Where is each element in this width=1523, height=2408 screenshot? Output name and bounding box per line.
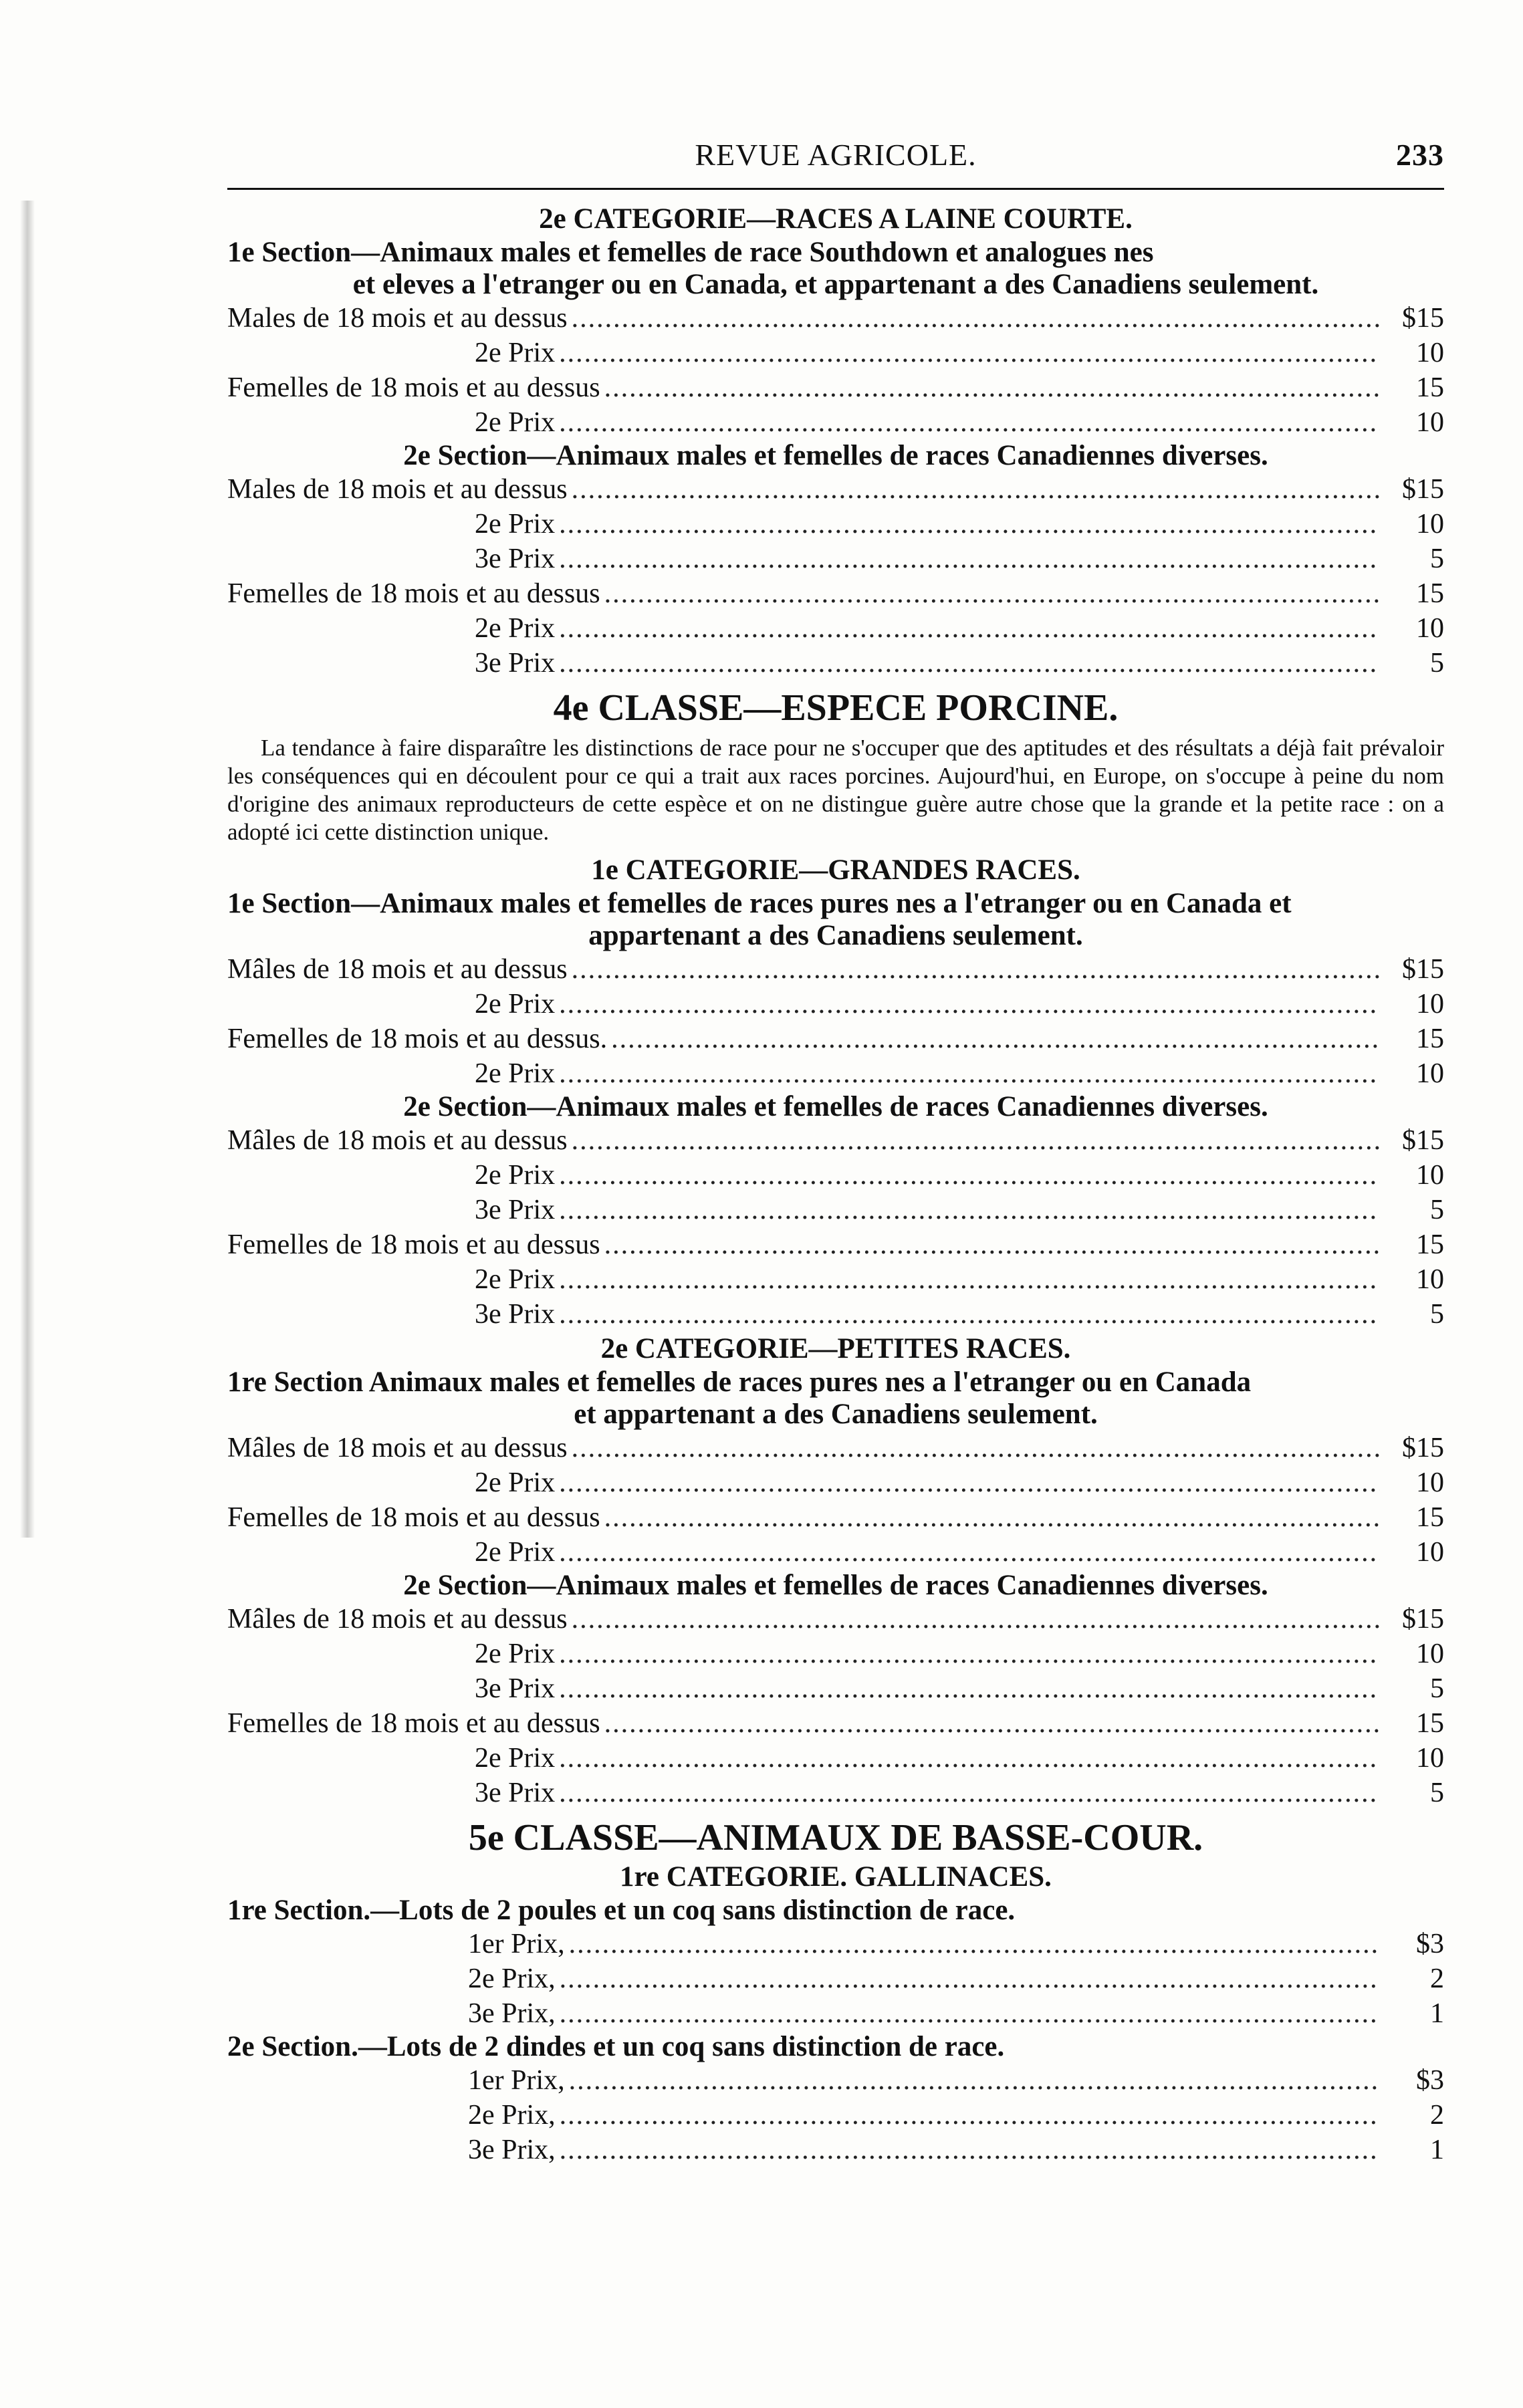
dot-leader [559, 1056, 1380, 1091]
section-heading [227, 2031, 1444, 2063]
prize-row [227, 405, 1444, 440]
prize-row [227, 1927, 1444, 1961]
dot-leader [559, 1671, 1380, 1706]
prize-row [227, 336, 1444, 370]
prize-row [227, 370, 1444, 405]
prize-row [227, 987, 1444, 1021]
prize-amount: 10 [1416, 338, 1444, 368]
prize-amount: 10 [1416, 1160, 1444, 1191]
prize-label: Mâles de 18 mois et au dessus [227, 1604, 568, 1635]
page [227, 137, 1444, 2167]
prize-label: 1er Prix, [468, 1929, 565, 1959]
dot-leader [572, 301, 1380, 336]
prize-amount: 15 [1416, 372, 1444, 403]
prize-amount: 15 [1416, 578, 1444, 609]
document-body [227, 202, 1444, 2167]
prize-amount: $15 [1402, 1433, 1444, 1463]
dot-leader [604, 1227, 1380, 1262]
section-text: 2e Section—Animaux males et femelles de races Canadiennes diverses. [403, 440, 1268, 471]
section-heading [227, 1091, 1444, 1123]
class-heading: 5e CLASSE—ANIMAUX DE BASSE-COUR. [468, 1817, 1203, 1858]
class-heading: 4e CLASSE—ESPECE PORCINE. [553, 687, 1119, 729]
prize-amount: 10 [1416, 613, 1444, 644]
prize-row [227, 1637, 1444, 1671]
prize-amount: 15 [1416, 1229, 1444, 1260]
dot-leader [559, 541, 1380, 576]
prize-amount: $15 [1402, 1125, 1444, 1156]
category-heading: 2e CATEGORIE—PETITES RACES. [600, 1333, 1071, 1364]
section-heading [227, 237, 1444, 301]
prize-row [227, 1123, 1444, 1158]
prize-label: 2e Prix, [468, 2100, 556, 2131]
prize-label: 2e Prix [475, 1743, 556, 1774]
prize-label: 2e Prix [475, 1537, 556, 1568]
prize-label: 2e Prix [475, 1264, 556, 1295]
prize-row [227, 646, 1444, 681]
dot-leader [572, 472, 1380, 507]
prize-label: Femelles de 18 mois et au dessus. [227, 1024, 608, 1054]
section-heading [227, 1570, 1444, 1602]
section-text: 2e Section—Animaux males et femelles de races Canadiennes diverses. [403, 1091, 1268, 1122]
section-heading [227, 1366, 1444, 1431]
prize-amount: $3 [1416, 2065, 1444, 2096]
prize-row [227, 1500, 1444, 1535]
prize-label: 3e Prix [475, 1195, 556, 1225]
running-head [227, 137, 1444, 184]
prize-label: Femelles de 18 mois et au dessus [227, 1229, 600, 1260]
dot-leader [560, 1961, 1380, 1996]
prize-amount: 10 [1416, 407, 1444, 438]
prize-row [227, 1706, 1444, 1741]
section-heading [227, 888, 1444, 952]
dot-leader [559, 1535, 1380, 1570]
prize-row [227, 1741, 1444, 1776]
binding-shadow [20, 201, 35, 1538]
note-paragraph: La tendance à faire disparaître les distinctions de race pour ne s'occuper que des aptitudes et des résultats a déjà fait prévaloir les conséquences qui en découlent pour ce qui a trait aux races porcines. Aujourd'hui, en Europe, on s'occupe à peine du nom d'origine des animaux reproducteurs de cette espèce et on ne distingue guère autre chose que la grande et la petite race : on a adopté ici cette distinction unique. [227, 735, 1444, 845]
prize-amount: 5 [1430, 1195, 1444, 1225]
prize-label: 2e Prix, [468, 1963, 556, 1994]
dot-leader [559, 1262, 1380, 1297]
prize-label: 1er Prix, [468, 2065, 565, 2096]
section-text: 1e Section—Animaux males et femelles de races pures nes a l'etranger ou en Canada et [227, 888, 1292, 919]
prize-label: 3e Prix [475, 544, 556, 574]
prize-label: 3e Prix, [468, 2135, 556, 2165]
section-text: 1e Section—Animaux males et femelles de race Southdown et analogues nes [227, 237, 1154, 268]
dot-leader [604, 370, 1380, 405]
prize-row [227, 1465, 1444, 1500]
dot-leader [559, 1297, 1380, 1332]
prize-label: 2e Prix [475, 1467, 556, 1498]
dot-leader [559, 646, 1380, 681]
prize-amount: $15 [1402, 474, 1444, 505]
section-text-continuation: appartenant a des Canadiens seulement. [588, 920, 1083, 951]
prize-amount: 5 [1430, 648, 1444, 679]
dot-leader [559, 507, 1380, 541]
running-title: REVUE AGRICOLE. [695, 138, 977, 172]
dot-leader [604, 576, 1380, 611]
prize-row [227, 1535, 1444, 1570]
section-text: 2e Section.—Lots de 2 dindes et un coq sans distinction de race. [227, 2031, 1005, 2062]
prize-amount: 10 [1416, 1058, 1444, 1089]
prize-amount: 5 [1430, 1673, 1444, 1704]
prize-row [227, 2063, 1444, 2098]
dot-leader [604, 1500, 1380, 1535]
prize-label: 3e Prix [475, 1778, 556, 1808]
dot-leader [559, 987, 1380, 1021]
prize-amount: 5 [1430, 1778, 1444, 1808]
prize-amount: 15 [1416, 1502, 1444, 1533]
dot-leader [560, 2133, 1380, 2167]
section-text: 1re Section.—Lots de 2 poules et un coq sans distinction de race. [227, 1895, 1016, 1926]
page-number: 233 [1396, 138, 1444, 172]
dot-leader [559, 336, 1380, 370]
prize-row [227, 507, 1444, 541]
prize-label: 2e Prix [475, 989, 556, 1019]
prize-row [227, 541, 1444, 576]
prize-row [227, 1961, 1444, 1996]
prize-amount: 5 [1430, 544, 1444, 574]
section-text-continuation: et appartenant a des Canadiens seulement. [574, 1399, 1098, 1430]
prize-label: 2e Prix [475, 1639, 556, 1669]
dot-leader [559, 1637, 1380, 1671]
prize-amount: 5 [1430, 1299, 1444, 1330]
dot-leader [569, 1927, 1380, 1961]
prize-row [227, 1297, 1444, 1332]
prize-amount: 10 [1416, 1537, 1444, 1568]
dot-leader [559, 1776, 1380, 1810]
prize-label: Males de 18 mois et au dessus [227, 303, 568, 334]
dot-leader [559, 1465, 1380, 1500]
prize-row [227, 952, 1444, 987]
prize-row [227, 1193, 1444, 1227]
prize-row [227, 1056, 1444, 1091]
dot-leader [572, 952, 1380, 987]
dot-leader [559, 1193, 1380, 1227]
prize-row [227, 472, 1444, 507]
prize-amount: 10 [1416, 1743, 1444, 1774]
prize-label: Mâles de 18 mois et au dessus [227, 1125, 568, 1156]
section-text-continuation: et eleves a l'etranger ou en Canada, et appartenant a des Canadiens seulement. [352, 269, 1319, 300]
prize-label: 2e Prix [475, 1160, 556, 1191]
prize-label: Femelles de 18 mois et au dessus [227, 1502, 600, 1533]
section-text: 2e Section—Animaux males et femelles de races Canadiennes diverses. [403, 1570, 1268, 1601]
prize-amount: $15 [1402, 954, 1444, 985]
dot-leader [572, 1431, 1380, 1465]
prize-label: Mâles de 18 mois et au dessus [227, 954, 568, 985]
prize-label: 3e Prix [475, 648, 556, 679]
prize-label: 2e Prix [475, 509, 556, 539]
prize-row [227, 1671, 1444, 1706]
prize-row [227, 2133, 1444, 2167]
prize-row [227, 1158, 1444, 1193]
dot-leader [559, 1158, 1380, 1193]
prize-label: 2e Prix [475, 338, 556, 368]
prize-amount: 15 [1416, 1024, 1444, 1054]
prize-label: 2e Prix [475, 1058, 556, 1089]
prize-label: Males de 18 mois et au dessus [227, 474, 568, 505]
prize-label: Mâles de 18 mois et au dessus [227, 1433, 568, 1463]
dot-leader [559, 611, 1380, 646]
prize-label: Femelles de 18 mois et au dessus [227, 1708, 600, 1739]
category-heading: 2e CATEGORIE—RACES A LAINE COURTE. [539, 203, 1133, 235]
prize-label: 3e Prix [475, 1673, 556, 1704]
prize-amount: 15 [1416, 1708, 1444, 1739]
prize-amount: 10 [1416, 1264, 1444, 1295]
prize-amount: $15 [1402, 303, 1444, 334]
prize-amount: 1 [1430, 2135, 1444, 2165]
prize-row [227, 1602, 1444, 1637]
prize-row [227, 576, 1444, 611]
dot-leader [560, 1996, 1380, 2031]
prize-row [227, 1776, 1444, 1810]
section-text: 1re Section Animaux males et femelles de races pures nes a l'etranger ou en Canada [227, 1366, 1252, 1398]
prize-label: 3e Prix, [468, 1998, 556, 2029]
prize-label: Femelles de 18 mois et au dessus [227, 372, 600, 403]
header-rule [227, 188, 1444, 190]
prize-amount: 1 [1430, 1998, 1444, 2029]
prize-label: Femelles de 18 mois et au dessus [227, 578, 600, 609]
dot-leader [611, 1021, 1380, 1056]
prize-amount: 10 [1416, 509, 1444, 539]
prize-amount: $15 [1402, 1604, 1444, 1635]
prize-amount: 2 [1430, 1963, 1444, 1994]
prize-row [227, 2098, 1444, 2133]
prize-row [227, 1431, 1444, 1465]
category-heading: 1e CATEGORIE—GRANDES RACES. [591, 854, 1080, 886]
section-heading [227, 1895, 1444, 1927]
category-heading: 1re CATEGORIE. GALLINACES. [620, 1861, 1052, 1893]
prize-label: 3e Prix [475, 1299, 556, 1330]
prize-label: 2e Prix [475, 613, 556, 644]
prize-amount: 10 [1416, 1639, 1444, 1669]
section-heading [227, 440, 1444, 472]
prize-amount: 10 [1416, 989, 1444, 1019]
prize-amount: $3 [1416, 1929, 1444, 1959]
dot-leader [569, 2063, 1380, 2098]
prize-row [227, 1262, 1444, 1297]
prize-row [227, 1227, 1444, 1262]
prize-row [227, 1021, 1444, 1056]
dot-leader [572, 1602, 1380, 1637]
dot-leader [559, 1741, 1380, 1776]
dot-leader [572, 1123, 1380, 1158]
prize-amount: 10 [1416, 1467, 1444, 1498]
dot-leader [560, 2098, 1380, 2133]
prize-row [227, 1996, 1444, 2031]
prize-label: 2e Prix [475, 407, 556, 438]
prize-row [227, 611, 1444, 646]
prize-row [227, 301, 1444, 336]
dot-leader [559, 405, 1380, 440]
prize-amount: 2 [1430, 2100, 1444, 2131]
dot-leader [604, 1706, 1380, 1741]
